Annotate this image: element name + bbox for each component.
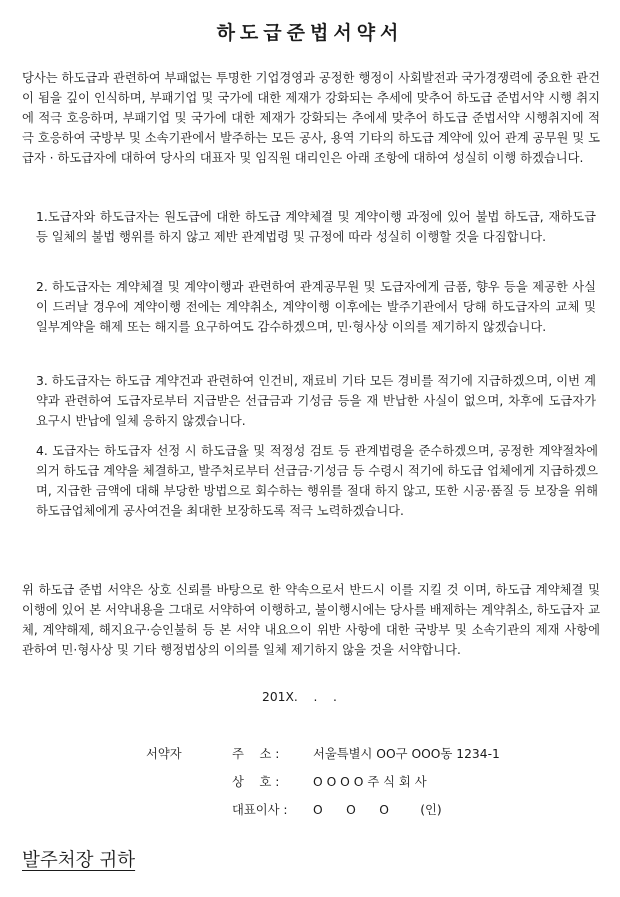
addressee: 발주처장 귀하 — [22, 850, 136, 871]
pledge-item-1: 1.도급자와 하도급자는 원도급에 대한 하도급 계약체결 및 계약이행 과정에 있어 불법 하도급, 재하도급 등 일체의 불법 행위를 하지 않고 제반 관계법령 및 규정에 따라 성실히 이행할 것을 다짐합니다. — [36, 210, 596, 244]
representative-key: 대표이사 : — [232, 803, 288, 817]
intro-paragraph: 당사는 하도급과 관련하여 부패없는 투명한 기업경영과 공정한 행정이 사회발전과 국가경쟁력에 중요한 관건이 됨을 깊이 인식하며, 부패기업 및 국가에 대한 제재가 강화되는 추세에 맞추어 하도급 준법서약 시행 취지에 적극 호응하며, 부패기업 및 국가에 대한 제재가 강화되는 추에세 맞추어 하도급 준법서약 시행취지에 적극 호응하여 국방부 및 소속기관에서 발주하는 모든 공사, 용역 기타의 하도급 계약에 있어 관계 공무원 및 도급자 · 하도급자에 대하여 당사의 대표자 및 임직원 대리인은 아래 조항에 대하여 성실히 이행 하겠습니다. — [22, 71, 600, 165]
document-title: 하도급준법서약서 — [216, 22, 404, 44]
pledge-item-4: 4. 도급자는 하도급자 선정 시 하도급율 및 적정성 검토 등 관계법령을 준수하겠으며, 공정한 계약절차에 의거 하도급 계약을 체결하고, 발주처로부터 선급금·기성금 등 수령시 적기에 하도급 업체에게 지급하겠으며, 지급한 금액에 대해 부당한 방법으로 회수하는 행위를 절대 하지 않고, 또한 시공·품질 등 보장을 위해 하도급업체에게 공사여건을 최대한 보장하도록 적극 노력하겠습니다. — [36, 444, 598, 518]
signer-label: 서약자 — [146, 747, 182, 761]
representative-value: O O O (인) — [313, 803, 442, 817]
address-value: 서울특별시 OO구 OOO동 1234-1 — [313, 747, 500, 761]
address-key: 주 소 : — [232, 747, 280, 761]
pledge-item-3: 3. 하도급자는 하도급 계약건과 관련하여 인건비, 재료비 기타 모든 경비를 적기에 지급하겠으며, 이번 계약과 관련하여 도급자로부터 지급받은 선급금과 기성금 등을 재 반납한 사실이 없으며, 차후에 도급자가 요구시 반납에 일체 응하지 않겠습니다. — [36, 374, 596, 428]
company-key: 상 호 : — [232, 775, 280, 789]
closing-paragraph: 위 하도급 준법 서약은 상호 신뢰를 바탕으로 한 약속으로서 반드시 이를 지킬 것 이며, 하도급 계약체결 및 이행에 있어 본 서약내용을 그대로 서약하여 이행하고, 불이행시에는 당사를 배제하는 계약취소, 하도급자 교체, 계약해제, 해지요구·승인불허 등 본 서약 내요으이 위반 사항에 대한 국방부 및 소속기관의 제재 사항에 관하여 민·형사상 및 기타 행정법상의 이의를 일체 제기하지 않을 것을 서약합니다. — [22, 583, 600, 657]
pledge-item-2: 2. 하도급자는 계약체결 및 계약이행과 관련하여 관계공무원 및 도급자에게 금품, 향우 등을 제공한 사실이 드러날 경우에 계약이행 전에는 계약취소, 계약이행 이후에는 발주기관에서 당해 하도급자의 교체 및 일부계약을 해제 또는 해지를 요구하여도 감수하겠으며, 민·형사상 이의를 제기하지 않겠습니다. — [36, 280, 596, 334]
pledge-date: 201X. . . — [262, 690, 337, 704]
company-value: O O O O 주 식 회 사 — [313, 775, 427, 789]
